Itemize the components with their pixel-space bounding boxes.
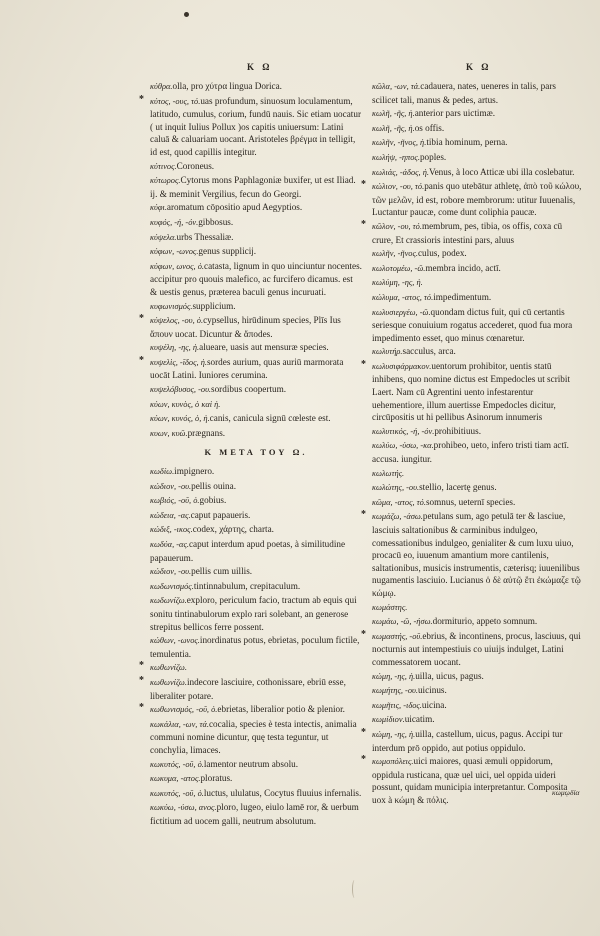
dictionary-entry	[139, 702, 362, 717]
dictionary-entry	[139, 674, 362, 702]
definition: aromatum cōpositio apud Aegyptios.	[166, 202, 303, 213]
dictionary-entry	[372, 699, 582, 713]
headword: κωλῆ, -ῆς, ἡ.	[372, 109, 415, 119]
dictionary-entry	[372, 439, 582, 465]
dictionary-entry	[139, 660, 362, 675]
definition: Coroneus.	[176, 160, 215, 171]
dictionary-entry	[361, 726, 582, 754]
asterisk-mark: *	[139, 674, 144, 686]
definition: alueare, uasis aut mensuræ species.	[199, 342, 329, 353]
gutter-mark	[352, 880, 357, 898]
dictionary-entry	[150, 565, 362, 579]
headword: κωκάλια, -ων, τά.	[150, 719, 209, 729]
dictionary-entry	[361, 358, 582, 424]
headword: κωλήψ, -ηπος.	[372, 152, 420, 162]
dictionary-entry	[372, 345, 582, 359]
asterisk-mark: *	[139, 660, 144, 672]
definition: cadauera, nates, ueneres in talis, pars scilicet tali, manus & pedes, artus.	[372, 81, 556, 105]
dictionary-entry	[372, 467, 582, 481]
dictionary-entry	[372, 615, 582, 629]
dictionary-entry	[372, 276, 582, 290]
definition: somnus, ueternī species.	[425, 496, 516, 507]
dictionary-entry	[372, 713, 582, 727]
headword: κωλῆ, -ῆς, ἡ.	[372, 123, 415, 133]
dictionary-entry	[150, 538, 362, 564]
dictionary-entry	[150, 160, 362, 174]
definition: anterior pars uictimæ.	[414, 108, 496, 119]
headword: κώδιον, -ου.	[150, 481, 192, 491]
dictionary-entry	[150, 718, 362, 757]
definition: uilla, uicus, pagus.	[415, 670, 484, 681]
headword: κωλωτής.	[372, 468, 405, 478]
definition: stellio, lacertę genus.	[419, 482, 497, 493]
asterisk-mark: *	[361, 358, 366, 370]
definition: tibia hominum, perna.	[426, 137, 508, 148]
definition: ebrietas, liberalior potio & plenior.	[217, 704, 345, 715]
headword: κύων, κυνός, ὁ, ἡ.	[150, 414, 210, 424]
definition: dormiturio, appeto somnum.	[432, 616, 538, 627]
headword: κῶλον, -ου, τό.	[372, 221, 422, 231]
asterisk-mark: *	[139, 313, 144, 325]
dictionary-entry	[150, 594, 362, 633]
headword: κωλυσιφάρμακον.	[372, 361, 432, 371]
definition: pellis cum uillis.	[191, 566, 253, 577]
headword: κωκυτός, -οῦ, ὁ.	[150, 759, 204, 769]
headword: κυφωνισμός.	[150, 301, 193, 311]
definition: uas profundum, sinuosum loculamentum, latitudo, cumulus, corium, fundū nauis. Sic etiam uocatur ( ut inquit Iulius Pollux )os capitis uniuersum: Latini caluā & caluariam uocant. Aristoteles βρέγμα in telligit, id est, quod capillis integitur.	[150, 95, 362, 157]
dictionary-entry	[361, 179, 582, 219]
definition: membra incido, actī.	[425, 262, 501, 273]
dictionary-entry	[372, 601, 582, 615]
dictionary-entry	[372, 684, 582, 698]
dictionary-entry	[150, 427, 362, 441]
headword: κώδιξ, -ικος.	[150, 525, 193, 535]
dictionary-entry	[139, 313, 362, 340]
headword: κυψελὶς, -ῖδος, ἡ.	[150, 357, 207, 367]
headword: κύφι.	[150, 203, 167, 213]
dictionary-entry	[372, 107, 582, 121]
dictionary-entry	[150, 772, 362, 786]
left-running-head: Κ Ω	[247, 62, 273, 72]
definition: pellis ouina.	[191, 480, 237, 491]
dictionary-entry	[361, 754, 582, 806]
dictionary-entry	[150, 383, 362, 397]
headword: κωδίω.	[150, 467, 175, 477]
headword: κώλυμα, -ατος, τό.	[372, 292, 434, 302]
headword: κύτος, -ους, τό.	[150, 96, 201, 106]
definition: catasta, lignum in quo uinciuntur nocentes. accipitur pro quouis malefico, ac furcifero dicamus. est & uestis genus, præterea baculi genus incuruati.	[150, 260, 362, 297]
definition: ploro, lugeo, eiulo lamē ror, & uerbum fictitium ad uocem galli, neutrum absolutum.	[150, 802, 359, 826]
headword: κωδωνίζω.	[150, 596, 187, 606]
definition: caput interdum apud poetas, à similitudine papauerum.	[150, 539, 346, 563]
dictionary-entry	[372, 670, 582, 684]
dictionary-entry	[150, 174, 362, 200]
dictionary-entry	[150, 300, 362, 314]
definition: prohibitiuus.	[434, 425, 482, 436]
dictionary-entry	[372, 122, 582, 136]
definition: petulans sum, ago petulā ter & lasciue, lasciuis saltationibus & carminibus indulgeo, comessationibus indulgeo, genialiter & cum luxu uiuo, procacū eo, iuuenum amantium more cantilenis, saltationibus, musicis instrumentis, cæterisq; iuuenilibus nugamentis lasciuio. Lucianus ὁ δὲ αὐτῷ ἔτι ἐκώμαζε τῷ κώμῳ.	[372, 511, 581, 598]
headword: κῶμα, -ατος, τό.	[372, 497, 426, 507]
headword: κύψελος, -ου, ὁ.	[150, 316, 204, 326]
headword: κωλῆν, -ῆνος, ἡ.	[372, 138, 427, 148]
headword: κωλῆν, -ῆνος.	[372, 249, 418, 259]
definition: uilla, castellum, uicus, pagus. Accipi tur interdum prō oppido, aut potius oppidulo.	[372, 728, 563, 753]
definition: quondam dictus fuit, qui cū certantis seriesque conuiuium rogatus accederet, quod fua mora impedimento esset, quo minus cœnaretur.	[372, 306, 573, 343]
headword: κύων, κυνὸς, ὁ καὶ ἡ.	[150, 399, 221, 409]
headword: κωκυμα, -ατος.	[150, 774, 201, 784]
headword: κωδύα, -ας.	[150, 540, 189, 549]
dictionary-entry	[150, 634, 362, 660]
right-running-head: Κ Ω	[466, 62, 492, 72]
definition: membrum, pes, tibia, os offis, coxa cū crure, Et crassioris intestini pars, aluus	[372, 220, 563, 245]
headword: κύψελα.	[150, 232, 177, 242]
headword: κωλοτομέω, -ῶ.	[372, 263, 426, 273]
definition: supplicium.	[192, 300, 236, 311]
dictionary-entry	[150, 465, 362, 479]
headword: κωμάστης.	[372, 602, 408, 612]
asterisk-mark: *	[361, 754, 366, 766]
headword: κύτωρος.	[150, 176, 181, 186]
asterisk-mark: *	[361, 628, 366, 640]
dictionary-entry	[361, 509, 582, 599]
headword: κωθωνισμός, -οῦ, ὁ.	[150, 705, 218, 715]
section-entry-list	[139, 465, 362, 827]
definition: tintinnabulum, crepitaculum.	[193, 580, 301, 591]
definition: sacculus, arca.	[402, 346, 456, 357]
dictionary-entry	[372, 496, 582, 510]
headword: κωβιός, -οῦ, ὁ.	[150, 496, 200, 506]
headword: κωμοπόλεις.	[372, 757, 414, 767]
dictionary-entry	[150, 201, 362, 215]
asterisk-mark: *	[361, 218, 366, 230]
headword: κωμάω, -ῶ, -ήσω.	[372, 617, 433, 627]
definition: uicina.	[421, 699, 447, 710]
dictionary-entry	[372, 80, 582, 106]
dictionary-entry	[361, 218, 582, 246]
dictionary-entry	[150, 523, 362, 537]
definition: exploro, periculum facio, tractum ab equis qui sonitu tintinabulorum explo rari solebant, an generose strepitus bellicos ferre possent.	[150, 595, 357, 632]
dictionary-entry	[150, 580, 362, 594]
dictionary-entry	[150, 231, 362, 245]
asterisk-mark: *	[139, 354, 144, 366]
left-entry-list	[139, 80, 362, 440]
dictionary-entry	[372, 291, 582, 305]
headword: κωθωνίζω.	[150, 663, 187, 673]
headword: κύφων, ωνος, ὁ.	[150, 261, 204, 271]
dictionary-entry	[361, 628, 582, 669]
headword: κῶλα, -ων, τά.	[372, 82, 421, 91]
definition: gobius.	[199, 495, 227, 506]
asterisk-mark: *	[361, 509, 366, 521]
asterisk-mark: *	[139, 702, 144, 714]
dictionary-entry	[150, 801, 362, 827]
dictionary-entry	[150, 480, 362, 494]
dictionary-entry	[372, 262, 582, 276]
headword: κωδωνισμός.	[150, 581, 194, 591]
asterisk-mark: *	[361, 726, 366, 738]
dictionary-entry	[139, 93, 362, 159]
dictionary-entry	[139, 354, 362, 382]
definition: cocalia, species è testa intectis, animalia communi nomine dicuntur, quę testa teguntur, ut conchylia, limaces.	[150, 718, 357, 755]
headword: κωθωνίζω.	[150, 677, 187, 687]
definition: uentorum prohibitor, uentis statū inhibens, quo nomine dictus est Empedocles ut scribit Laert. Nam cū Agrentini uento infestarentur uehementiore, illum auertisse Empedocles dicitur, circūpositis ut hi pellibus Asinorum innumeris	[372, 360, 571, 423]
headword: κώδεια, -ας.	[150, 510, 191, 520]
headword: κωλυσιεργέω, -ῶ.	[372, 307, 431, 317]
headword: κύθρα.	[150, 82, 173, 91]
headword: κωλώτης, -ου.	[372, 483, 420, 493]
definition: genus supplicij.	[198, 246, 257, 257]
dictionary-entry	[150, 341, 362, 355]
definition: lamentor neutrum absolu.	[203, 758, 299, 769]
headword: κύτινος.	[150, 161, 177, 171]
dictionary-entry	[150, 758, 362, 772]
dictionary-entry	[372, 136, 582, 150]
headword: κώθων, -ωνος.	[150, 636, 200, 646]
headword: κωκυτός, -οῦ, ὁ.	[150, 788, 204, 798]
definition: uicatim.	[404, 714, 435, 725]
headword: κώμη, -ης, ἡ.	[372, 671, 416, 681]
definition: olla, pro χύτρα lingua Dorica.	[172, 81, 282, 91]
headword: κωλυτικός, -ή, -όν.	[372, 426, 435, 436]
headword: κωλυτήρ.	[372, 347, 403, 357]
dictionary-entry	[372, 481, 582, 495]
dictionary-entry	[150, 398, 362, 412]
definition: cypsellus, hirūdinum species, Plīs Ius ἄπουν uocat. Dicuntur & ἄπodes.	[150, 315, 341, 339]
definition: Venus, à loco Atticæ ubi illa coslebatur.	[428, 166, 575, 177]
dictionary-entry	[150, 80, 362, 94]
headword: κώδιον, -ου.	[150, 567, 192, 577]
definition: impignero.	[174, 466, 215, 477]
headword: κυψέλη, -ης, ἡ.	[150, 343, 200, 353]
definition: uici maiores, quasi æmuli oppidorum, oppidula rusticana, quæ uel uici, uel oppida uideri possunt, quidam municipia interpretantur. Composita uox à κώμη & πόλις.	[372, 756, 568, 805]
headword: κωμῆτις, -ιδος.	[372, 700, 422, 710]
definition: sordibus coopertum.	[211, 384, 287, 395]
definition: impedimentum.	[433, 291, 492, 302]
definition: sordes aurium, quas auriū marmorata uocāt Latini. Iuniores cerumina.	[150, 356, 344, 381]
ink-spot	[184, 12, 189, 17]
headword: κωμαστής, -οῦ.	[372, 631, 423, 641]
definition: prohibeo, ueto, infero tristi tiam actī. accusa. iungitur.	[372, 440, 569, 465]
definition: uicinus.	[417, 685, 447, 696]
headword: κωμίδιον.	[372, 715, 405, 725]
headword: κώμη, -ης, ἡ.	[372, 729, 416, 739]
asterisk-mark: *	[139, 93, 144, 105]
dictionary-entry	[372, 151, 582, 165]
dictionary-entry	[150, 509, 362, 523]
headword: κωλιάς, -άδος, ἡ.	[372, 167, 429, 177]
definition: os offis.	[414, 122, 445, 133]
headword: κωλύω, -ύσω, -κα.	[372, 441, 434, 451]
definition: luctus, ululatus, Cocytus fluuius infernalis.	[203, 787, 362, 798]
definition: ploratus.	[200, 773, 233, 784]
dictionary-entry	[150, 245, 362, 259]
right-column	[361, 80, 582, 807]
definition: culus, podex.	[417, 248, 467, 259]
headword: κυφός, -ή, -όν.	[150, 217, 199, 227]
headword: κυων, κυῶ.	[150, 428, 188, 438]
definition: gibbosus.	[198, 216, 234, 227]
headword: κωμάζω, -άσω.	[372, 512, 423, 522]
dictionary-entry	[372, 166, 582, 180]
dictionary-entry	[150, 412, 362, 426]
headword: κωκύω, -ύσω, ανος.	[150, 803, 217, 813]
headword: κυψελόβυσος, -ου.	[150, 385, 212, 395]
asterisk-mark: *	[361, 179, 366, 191]
definition: ebrius, & incontinens, procus, lasciuus, qui nocturnis aut intempestiuis co uiuijs indulget, Latini commessatorem uocant.	[372, 630, 581, 667]
definition: inordinatus potus, ebrietas, poculum fictile, temulentia.	[150, 635, 360, 659]
dictionary-entry	[372, 247, 582, 261]
dictionary-entry	[150, 494, 362, 508]
definition: caput papaueris.	[190, 509, 251, 520]
dictionary-entry	[150, 260, 362, 299]
definition: prægnans.	[187, 427, 226, 438]
dictionary-entry	[150, 216, 362, 230]
definition: urbs Thessaliæ.	[176, 231, 234, 242]
dictionary-entry	[150, 787, 362, 801]
headword: κώλιον, -ου, τό.	[372, 182, 425, 192]
definition: poples.	[419, 151, 447, 162]
headword: κύφων, -ωνος.	[150, 247, 199, 257]
left-column	[139, 80, 362, 828]
headword: κωμήτης, -ου.	[372, 686, 418, 696]
headword: κωλύμη, -ης, ἡ.	[372, 278, 423, 288]
definition: indecore lasciuire, cothonissare, ebriū esse, liberaliter potare.	[150, 676, 346, 701]
dictionary-entry	[372, 306, 582, 345]
catchword: κωμῳδία	[552, 788, 580, 797]
definition: panis quo utebātur athletę, ἀπὸ τοῦ κώλου, τῶν μελῶν, id est, robore membrorum: utitur Iuuenalis, Luctantur paucæ, come dunt coliphia paucæ.	[372, 181, 582, 218]
right-entry-list	[361, 80, 582, 806]
section-heading: Κ ΜΕΤΑ ΤΟΥ Ω.	[204, 447, 308, 458]
dictionary-entry	[372, 425, 582, 439]
definition: canis, canicula signū cœleste est.	[209, 413, 331, 424]
definition: Cytorus mons Paphlagoniæ buxifer, ut est Iliad. ij. & meminit Vergilius, fecun do Georgi.	[150, 175, 356, 199]
definition: codex, χάρτης, charta.	[192, 524, 274, 535]
